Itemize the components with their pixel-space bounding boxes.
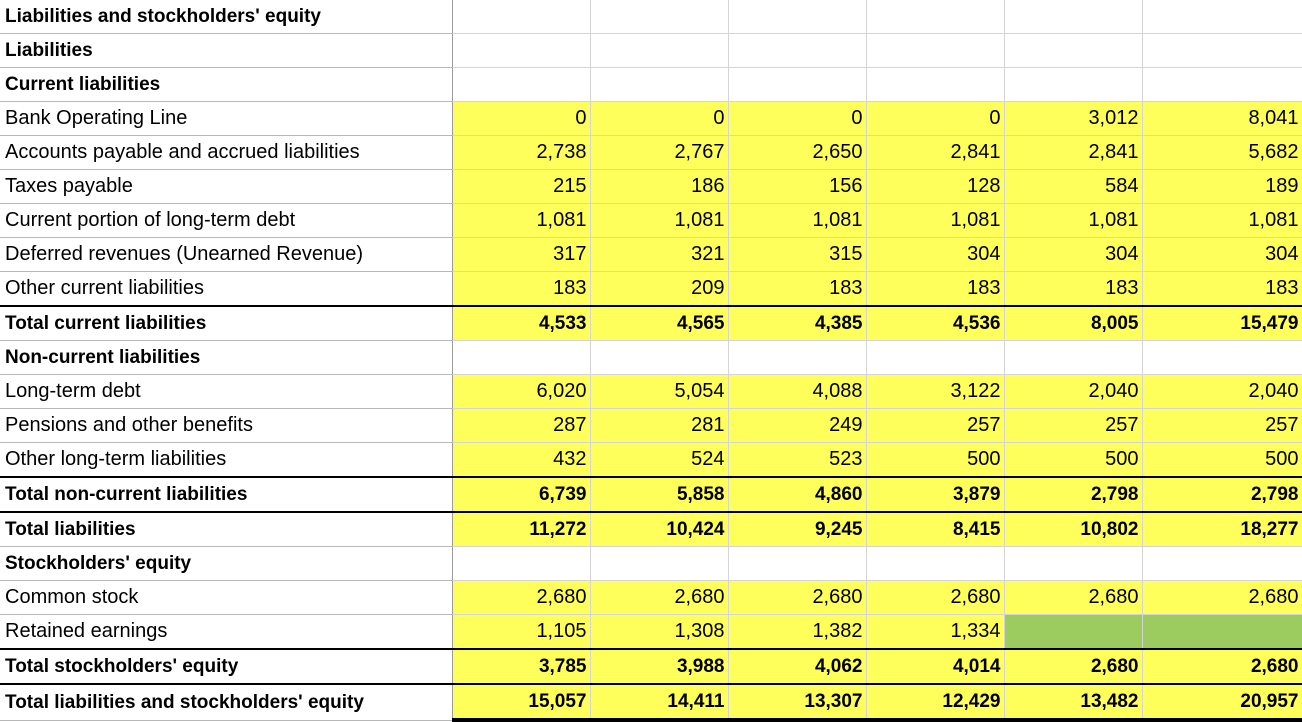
value-cell[interactable]: 18,277 xyxy=(1142,512,1302,547)
value-cell[interactable]: 2,841 xyxy=(1004,136,1142,170)
row-label[interactable]: Bank Operating Line xyxy=(0,102,452,136)
value-cell[interactable]: 0 xyxy=(728,102,866,136)
value-cell[interactable]: 4,088 xyxy=(728,375,866,409)
value-cell[interactable]: 20,957 xyxy=(1142,684,1302,720)
value-cell[interactable]: 5,682 xyxy=(1142,136,1302,170)
value-cell[interactable] xyxy=(1004,615,1142,650)
row-label[interactable]: Long-term debt xyxy=(0,375,452,409)
value-cell[interactable]: 1,308 xyxy=(590,615,728,650)
row-long-term-debt xyxy=(0,375,1302,409)
value-cell[interactable] xyxy=(728,0,866,34)
value-cell[interactable]: 304 xyxy=(1004,238,1142,272)
value-cell[interactable]: 4,536 xyxy=(866,306,1004,341)
row-accounts-payable-and-accrued-liabilities xyxy=(0,136,1302,170)
value-cell[interactable] xyxy=(1004,341,1142,375)
row-total-stockholders-equity xyxy=(0,649,1302,684)
value-cell[interactable] xyxy=(1142,615,1302,650)
value-cell[interactable]: 215 xyxy=(452,170,590,204)
value-cell[interactable] xyxy=(590,547,728,581)
row-total-non-current-liabilities xyxy=(0,477,1302,512)
value-cell[interactable]: 1,334 xyxy=(866,615,1004,650)
row-label[interactable]: Liabilities xyxy=(0,34,452,68)
value-cell[interactable]: 2,680 xyxy=(866,581,1004,615)
value-cell[interactable] xyxy=(728,547,866,581)
value-cell[interactable] xyxy=(1004,34,1142,68)
value-cell[interactable] xyxy=(590,34,728,68)
value-cell[interactable]: 3,785 xyxy=(452,649,590,684)
value-cell[interactable]: 1,081 xyxy=(1004,204,1142,238)
value-cell[interactable]: 2,040 xyxy=(1004,375,1142,409)
row-liabilities xyxy=(0,34,1302,68)
row-label[interactable]: Current liabilities xyxy=(0,68,452,102)
value-cell[interactable]: 9,245 xyxy=(728,512,866,547)
row-deferred-revenues-unearned-revenue xyxy=(0,238,1302,272)
row-label[interactable]: Stockholders' equity xyxy=(0,547,452,581)
value-cell[interactable]: 523 xyxy=(728,443,866,478)
value-cell[interactable]: 1,382 xyxy=(728,615,866,650)
value-cell[interactable]: 4,860 xyxy=(728,477,866,512)
value-cell[interactable]: 500 xyxy=(1004,443,1142,478)
value-cell[interactable]: 12,429 xyxy=(866,684,1004,720)
value-cell[interactable]: 2,680 xyxy=(590,581,728,615)
value-cell[interactable]: 0 xyxy=(866,102,1004,136)
value-cell[interactable]: 2,680 xyxy=(1004,649,1142,684)
value-cell[interactable]: 584 xyxy=(1004,170,1142,204)
value-cell[interactable] xyxy=(728,68,866,102)
value-cell[interactable]: 2,680 xyxy=(728,581,866,615)
row-total-liabilities xyxy=(0,512,1302,547)
value-cell[interactable]: 183 xyxy=(1004,272,1142,307)
value-cell[interactable]: 3,988 xyxy=(590,649,728,684)
value-cell[interactable]: 189 xyxy=(1142,170,1302,204)
value-cell[interactable]: 249 xyxy=(728,409,866,443)
row-label[interactable]: Retained earnings xyxy=(0,615,452,650)
value-cell[interactable]: 304 xyxy=(866,238,1004,272)
value-cell[interactable]: 257 xyxy=(866,409,1004,443)
value-cell[interactable]: 186 xyxy=(590,170,728,204)
value-cell[interactable]: 2,738 xyxy=(452,136,590,170)
row-label[interactable]: Pensions and other benefits xyxy=(0,409,452,443)
value-cell[interactable]: 183 xyxy=(452,272,590,307)
value-cell[interactable]: 3,879 xyxy=(866,477,1004,512)
value-cell[interactable] xyxy=(590,341,728,375)
value-cell[interactable]: 2,650 xyxy=(728,136,866,170)
value-cell[interactable] xyxy=(866,68,1004,102)
row-label[interactable]: Taxes payable xyxy=(0,170,452,204)
row-label[interactable]: Total liabilities and stockholders' equity xyxy=(0,684,452,720)
value-cell[interactable] xyxy=(866,0,1004,34)
value-cell[interactable]: 5,858 xyxy=(590,477,728,512)
value-cell[interactable]: 524 xyxy=(590,443,728,478)
value-cell[interactable]: 257 xyxy=(1004,409,1142,443)
value-cell[interactable]: 11,272 xyxy=(452,512,590,547)
value-cell[interactable]: 4,385 xyxy=(728,306,866,341)
value-cell[interactable]: 6,739 xyxy=(452,477,590,512)
row-label[interactable]: Total liabilities xyxy=(0,512,452,547)
row-common-stock xyxy=(0,581,1302,615)
value-cell[interactable]: 10,424 xyxy=(590,512,728,547)
value-cell[interactable] xyxy=(452,68,590,102)
row-label[interactable]: Current portion of long-term debt xyxy=(0,204,452,238)
value-cell[interactable]: 2,040 xyxy=(1142,375,1302,409)
value-cell[interactable] xyxy=(1142,547,1302,581)
value-cell[interactable] xyxy=(1142,34,1302,68)
value-cell[interactable]: 1,081 xyxy=(1142,204,1302,238)
value-cell[interactable]: 317 xyxy=(452,238,590,272)
value-cell[interactable]: 4,014 xyxy=(866,649,1004,684)
value-cell[interactable]: 4,533 xyxy=(452,306,590,341)
value-cell[interactable] xyxy=(1142,68,1302,102)
value-cell[interactable]: 1,105 xyxy=(452,615,590,650)
value-cell[interactable]: 0 xyxy=(452,102,590,136)
row-label[interactable]: Total stockholders' equity xyxy=(0,649,452,684)
row-non-current-liabilities xyxy=(0,341,1302,375)
value-cell[interactable]: 5,054 xyxy=(590,375,728,409)
value-cell[interactable]: 2,798 xyxy=(1004,477,1142,512)
value-cell[interactable] xyxy=(1142,341,1302,375)
value-cell[interactable]: 2,767 xyxy=(590,136,728,170)
value-cell[interactable] xyxy=(1142,0,1302,34)
value-cell[interactable]: 8,415 xyxy=(866,512,1004,547)
value-cell[interactable] xyxy=(866,341,1004,375)
value-cell[interactable]: 15,479 xyxy=(1142,306,1302,341)
row-current-portion-of-long-term-debt xyxy=(0,204,1302,238)
value-cell[interactable] xyxy=(728,341,866,375)
value-cell[interactable]: 8,005 xyxy=(1004,306,1142,341)
row-label[interactable]: Liabilities and stockholders' equity xyxy=(0,0,452,34)
row-label[interactable]: Deferred revenues (Unearned Revenue) xyxy=(0,238,452,272)
row-retained-earnings xyxy=(0,615,1302,650)
value-cell[interactable]: 287 xyxy=(452,409,590,443)
value-cell[interactable]: 500 xyxy=(866,443,1004,478)
value-cell[interactable]: 315 xyxy=(728,238,866,272)
row-taxes-payable xyxy=(0,170,1302,204)
value-cell[interactable]: 6,020 xyxy=(452,375,590,409)
row-label[interactable]: Other current liabilities xyxy=(0,272,452,307)
value-cell[interactable]: 2,680 xyxy=(1142,581,1302,615)
row-label[interactable]: Total current liabilities xyxy=(0,306,452,341)
value-cell[interactable] xyxy=(590,68,728,102)
row-total-current-liabilities xyxy=(0,306,1302,341)
value-cell[interactable] xyxy=(452,547,590,581)
value-cell[interactable]: 1,081 xyxy=(866,204,1004,238)
row-liabilities-and-stockholders-equity xyxy=(0,0,1302,34)
value-cell[interactable]: 281 xyxy=(590,409,728,443)
value-cell[interactable]: 321 xyxy=(590,238,728,272)
value-cell[interactable] xyxy=(452,0,590,34)
value-cell[interactable]: 2,680 xyxy=(1004,581,1142,615)
value-cell[interactable] xyxy=(1004,0,1142,34)
row-label[interactable]: Total non-current liabilities xyxy=(0,477,452,512)
value-cell[interactable]: 13,307 xyxy=(728,684,866,720)
value-cell[interactable]: 3,012 xyxy=(1004,102,1142,136)
value-cell[interactable]: 183 xyxy=(728,272,866,307)
row-pensions-and-other-benefits xyxy=(0,409,1302,443)
row-bank-operating-line xyxy=(0,102,1302,136)
value-cell[interactable]: 3,122 xyxy=(866,375,1004,409)
value-cell[interactable]: 0 xyxy=(590,102,728,136)
value-cell[interactable] xyxy=(1004,547,1142,581)
value-cell[interactable]: 209 xyxy=(590,272,728,307)
row-other-current-liabilities xyxy=(0,272,1302,307)
value-cell[interactable]: 2,680 xyxy=(1142,649,1302,684)
value-cell[interactable]: 128 xyxy=(866,170,1004,204)
value-cell[interactable]: 2,680 xyxy=(452,581,590,615)
value-cell[interactable]: 1,081 xyxy=(728,204,866,238)
row-current-liabilities xyxy=(0,68,1302,102)
value-cell[interactable] xyxy=(866,547,1004,581)
value-cell[interactable]: 10,802 xyxy=(1004,512,1142,547)
value-cell[interactable] xyxy=(452,34,590,68)
value-cell[interactable]: 500 xyxy=(1142,443,1302,478)
value-cell[interactable]: 1,081 xyxy=(452,204,590,238)
value-cell[interactable] xyxy=(590,0,728,34)
value-cell[interactable]: 14,411 xyxy=(590,684,728,720)
value-cell[interactable]: 432 xyxy=(452,443,590,478)
value-cell[interactable]: 257 xyxy=(1142,409,1302,443)
value-cell[interactable]: 1,081 xyxy=(590,204,728,238)
value-cell[interactable]: 304 xyxy=(1142,238,1302,272)
value-cell[interactable]: 4,062 xyxy=(728,649,866,684)
value-cell[interactable]: 8,041 xyxy=(1142,102,1302,136)
value-cell[interactable] xyxy=(1004,68,1142,102)
row-label[interactable]: Accounts payable and accrued liabilities xyxy=(0,136,452,170)
value-cell[interactable] xyxy=(452,341,590,375)
row-label[interactable]: Common stock xyxy=(0,581,452,615)
row-other-long-term-liabilities xyxy=(0,443,1302,478)
row-label[interactable]: Non-current liabilities xyxy=(0,341,452,375)
value-cell[interactable]: 15,057 xyxy=(452,684,590,720)
value-cell[interactable]: 183 xyxy=(1142,272,1302,307)
value-cell[interactable] xyxy=(728,34,866,68)
value-cell[interactable]: 13,482 xyxy=(1004,684,1142,720)
value-cell[interactable]: 4,565 xyxy=(590,306,728,341)
value-cell[interactable]: 2,841 xyxy=(866,136,1004,170)
row-label[interactable]: Other long-term liabilities xyxy=(0,443,452,478)
value-cell[interactable]: 156 xyxy=(728,170,866,204)
row-stockholders-equity xyxy=(0,547,1302,581)
value-cell[interactable] xyxy=(866,34,1004,68)
row-total-liabilities-and-stockholders-equity xyxy=(0,684,1302,720)
value-cell[interactable]: 183 xyxy=(866,272,1004,307)
value-cell[interactable]: 2,798 xyxy=(1142,477,1302,512)
